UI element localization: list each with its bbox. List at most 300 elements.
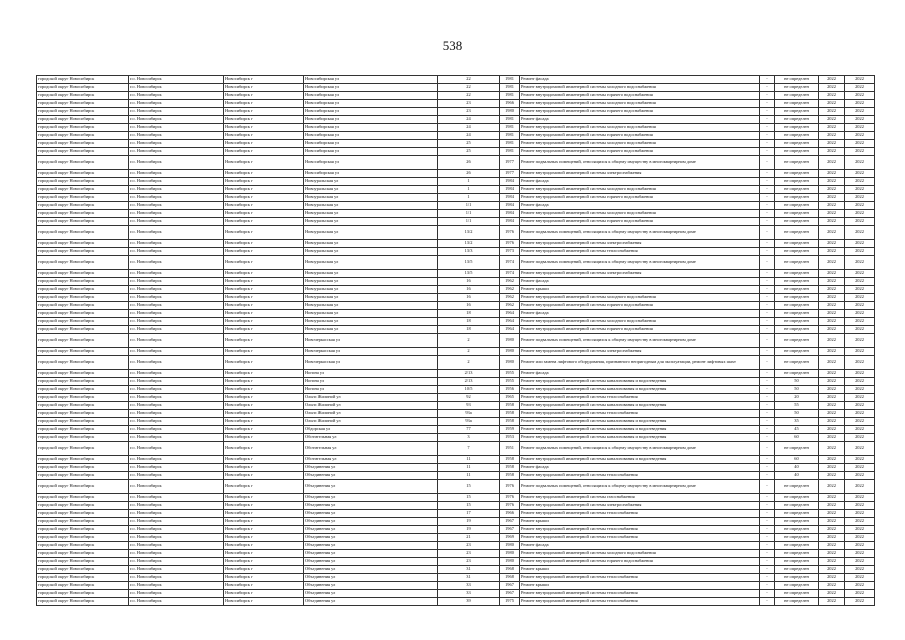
settlement-cell: г.о. Новосибирск [129,348,224,356]
year-start-cell: 2022 [819,356,845,370]
work-type-cell: Ремонт подвальных помещений, относящихся к общему имуществу в многоквартирном доме [520,156,760,170]
year-built-cell: 1967 [500,582,520,590]
city-cell: Новосибирск г [224,402,304,410]
volume-cell: - [760,286,775,294]
year-built-cell: 1959 [500,426,520,434]
settlement-cell: г.о. Новосибирск [129,210,224,218]
table-row [37,590,875,598]
table-row [37,278,875,286]
year-built-cell: 1984 [500,178,520,186]
street-cell: Ольги Жилиной ул [304,418,438,426]
table-row [37,170,875,178]
table-row [37,248,875,256]
volume-cell: - [760,210,775,218]
city-cell: Новосибирск г [224,456,304,464]
house-number-cell: 33 [438,582,500,590]
year-end-cell: 2022 [845,256,875,270]
work-type-cell: Ремонт подвальных помещений, относящихся к общему имуществу в многоквартирном доме [520,442,760,456]
work-type-cell: Ремонт подвальных помещений, относящихся к общему имуществу в многоквартирном доме [520,226,760,240]
settlement-cell: г.о. Новосибирск [129,510,224,518]
cost-cell: не определен [775,534,819,542]
work-type-cell: Ремонт крыши [520,286,760,294]
year-end-cell: 2022 [845,410,875,418]
city-cell: Новосибирск г [224,140,304,148]
year-start-cell: 2022 [819,140,845,148]
year-built-cell: 1976 [500,226,520,240]
house-number-cell: 39 [438,598,500,606]
street-cell: Новочеркасская ул [304,348,438,356]
municipality-cell: городской округ Новосибирск [37,558,129,566]
cost-cell: 35 [775,418,819,426]
work-type-cell: Ремонт внутридомовой инженерной системы холодного водоснабжения [520,294,760,302]
work-type-cell: Ремонт внутридомовой инженерной системы горячего водоснабжения [520,218,760,226]
cost-cell: не определен [775,76,819,84]
street-cell: Новоуральская ул [304,210,438,218]
city-cell: Новосибирск г [224,302,304,310]
year-start-cell: 2022 [819,92,845,100]
cost-cell: 50 [775,378,819,386]
street-cell: Ольги Жилиной ул [304,402,438,410]
street-cell: Новосибирская ул [304,148,438,156]
year-start-cell: 2022 [819,156,845,170]
cost-cell: не определен [775,526,819,534]
year-start-cell: 2022 [819,76,845,84]
municipality-cell: городской округ Новосибирск [37,590,129,598]
year-start-cell: 2022 [819,464,845,472]
municipality-cell: городской округ Новосибирск [37,426,129,434]
municipality-cell: городской округ Новосибирск [37,442,129,456]
year-built-cell: 1980 [500,348,520,356]
cost-cell: не определен [775,518,819,526]
cost-cell: 50 [775,410,819,418]
cost-cell: не определен [775,294,819,302]
city-cell: Новосибирск г [224,218,304,226]
municipality-cell: городской округ Новосибирск [37,278,129,286]
street-cell: Объединения ул [304,502,438,510]
work-type-cell: Ремонт фасада [520,310,760,318]
cost-cell: не определен [775,480,819,494]
cost-cell: не определен [775,170,819,178]
street-cell: Объединения ул [304,566,438,574]
house-number-cell: 1/1 [438,218,500,226]
settlement-cell: г.о. Новосибирск [129,464,224,472]
street-cell: Новоуральская ул [304,294,438,302]
work-type-cell: Ремонт внутридомовой инженерной системы канализования и водоотведения [520,426,760,434]
year-end-cell: 2022 [845,434,875,442]
year-start-cell: 2022 [819,550,845,558]
year-built-cell: 1975 [500,598,520,606]
volume-cell: - [760,310,775,318]
city-cell: Новосибирск г [224,510,304,518]
cost-cell: не определен [775,156,819,170]
year-built-cell: 1981 [500,116,520,124]
work-type-cell: Ремонт подвальных помещений, относящихся к общему имуществу в многоквартирном доме [520,334,760,348]
municipality-cell: городской округ Новосибирск [37,526,129,534]
work-type-cell: Ремонт фасада [520,278,760,286]
table-row [37,108,875,116]
cost-cell: не определен [775,318,819,326]
year-end-cell: 2022 [845,542,875,550]
year-built-cell: 1964 [500,326,520,334]
municipality-cell: городской округ Новосибирск [37,124,129,132]
year-end-cell: 2022 [845,194,875,202]
street-cell: Ногина ул [304,378,438,386]
repair-schedule-table [36,75,875,606]
house-number-cell: 1 [438,178,500,186]
volume-cell: - [760,542,775,550]
settlement-cell: г.о. Новосибирск [129,394,224,402]
settlement-cell: г.о. Новосибирск [129,542,224,550]
year-start-cell: 2022 [819,116,845,124]
year-end-cell: 2022 [845,286,875,294]
year-start-cell: 2022 [819,526,845,534]
year-built-cell: 1976 [500,502,520,510]
year-built-cell: 1984 [500,194,520,202]
year-end-cell: 2022 [845,334,875,348]
house-number-cell: 22 [438,76,500,84]
house-number-cell: 25 [438,140,500,148]
municipality-cell: городской округ Новосибирск [37,494,129,502]
settlement-cell: г.о. Новосибирск [129,108,224,116]
year-start-cell: 2022 [819,542,845,550]
work-type-cell: Ремонт внутридомовой инженерной системы холодного водоснабжения [520,100,760,108]
cost-cell: не определен [775,140,819,148]
table-row [37,84,875,92]
volume-cell: - [760,248,775,256]
year-start-cell: 2022 [819,202,845,210]
table-row [37,526,875,534]
year-built-cell: 1977 [500,156,520,170]
settlement-cell: г.о. Новосибирск [129,334,224,348]
municipality-cell: городской округ Новосибирск [37,226,129,240]
year-built-cell: 1981 [500,76,520,84]
city-cell: Новосибирск г [224,480,304,494]
table-row [37,100,875,108]
year-end-cell: 2022 [845,502,875,510]
year-start-cell: 2022 [819,442,845,456]
cost-cell: 40 [775,472,819,480]
street-cell: Объединения ул [304,598,438,606]
city-cell: Новосибирск г [224,442,304,456]
year-built-cell: 1955 [500,370,520,378]
year-start-cell: 2022 [819,582,845,590]
city-cell: Новосибирск г [224,526,304,534]
settlement-cell: г.о. Новосибирск [129,472,224,480]
house-number-cell: 15 [438,480,500,494]
year-end-cell: 2022 [845,218,875,226]
city-cell: Новосибирск г [224,326,304,334]
volume-cell: - [760,394,775,402]
year-built-cell: 1981 [500,132,520,140]
settlement-cell: г.о. Новосибирск [129,116,224,124]
work-type-cell: Ремонт внутридомовой инженерной системы холодного водоснабжения [520,550,760,558]
street-cell: Новоуральская ул [304,186,438,194]
city-cell: Новосибирск г [224,76,304,84]
year-built-cell: 1977 [500,170,520,178]
municipality-cell: городской округ Новосибирск [37,418,129,426]
house-number-cell: 31 [438,574,500,582]
house-number-cell: 1/1 [438,202,500,210]
municipality-cell: городской округ Новосибирск [37,464,129,472]
municipality-cell: городской округ Новосибирск [37,92,129,100]
settlement-cell: г.о. Новосибирск [129,434,224,442]
year-built-cell: 1981 [500,92,520,100]
table-row [37,318,875,326]
table-row [37,194,875,202]
cost-cell: не определен [775,348,819,356]
municipality-cell: городской округ Новосибирск [37,240,129,248]
year-start-cell: 2022 [819,124,845,132]
settlement-cell: г.о. Новосибирск [129,92,224,100]
work-type-cell: Ремонт подвальных помещений, относящихся к общему имуществу в многоквартирном доме [520,480,760,494]
city-cell: Новосибирск г [224,534,304,542]
street-cell: Новосибирская ул [304,156,438,170]
cost-cell: не определен [775,370,819,378]
year-start-cell: 2022 [819,394,845,402]
cost-cell: не определен [775,510,819,518]
settlement-cell: г.о. Новосибирск [129,456,224,464]
year-built-cell: 1976 [500,480,520,494]
work-type-cell: Ремонт внутридомовой инженерной системы канализования и водоотведения [520,456,760,464]
street-cell: Объединения ул [304,480,438,494]
settlement-cell: г.о. Новосибирск [129,76,224,84]
municipality-cell: городской округ Новосибирск [37,194,129,202]
settlement-cell: г.о. Новосибирск [129,256,224,270]
municipality-cell: городской округ Новосибирск [37,566,129,574]
volume-cell: - [760,590,775,598]
cost-cell: не определен [775,502,819,510]
house-number-cell: 93а [438,418,500,426]
year-end-cell: 2022 [845,148,875,156]
table-row [37,148,875,156]
municipality-cell: городской округ Новосибирск [37,480,129,494]
municipality-cell: городской округ Новосибирск [37,116,129,124]
table-row [37,178,875,186]
work-type-cell: Ремонт внутридомовой инженерной системы холодного водоснабжения [520,186,760,194]
cost-cell: не определен [775,310,819,318]
settlement-cell: г.о. Новосибирск [129,402,224,410]
year-built-cell: 1980 [500,542,520,550]
house-number-cell: 11 [438,464,500,472]
table-row [37,302,875,310]
house-number-cell: 24 [438,124,500,132]
street-cell: Новосибирская ул [304,116,438,124]
cost-cell: не определен [775,186,819,194]
city-cell: Новосибирск г [224,574,304,582]
settlement-cell: г.о. Новосибирск [129,318,224,326]
settlement-cell: г.о. Новосибирск [129,480,224,494]
settlement-cell: г.о. Новосибирск [129,590,224,598]
year-built-cell: 1966 [500,510,520,518]
volume-cell: - [760,426,775,434]
cost-cell: не определен [775,278,819,286]
year-start-cell: 2022 [819,534,845,542]
volume-cell: - [760,402,775,410]
house-number-cell: 2 [438,348,500,356]
city-cell: Новосибирск г [224,186,304,194]
municipality-cell: городской округ Новосибирск [37,286,129,294]
volume-cell: - [760,526,775,534]
work-type-cell: Ремонт фасада [520,202,760,210]
street-cell: Оботительная ул [304,456,438,464]
settlement-cell: г.о. Новосибирск [129,170,224,178]
street-cell: Новоуральская ул [304,194,438,202]
municipality-cell: городской округ Новосибирск [37,270,129,278]
table-row [37,226,875,240]
year-end-cell: 2022 [845,472,875,480]
house-number-cell: 3 [438,434,500,442]
year-end-cell: 2022 [845,270,875,278]
cost-cell: не определен [775,256,819,270]
volume-cell: - [760,92,775,100]
volume-cell: - [760,502,775,510]
work-type-cell: Ремонт фасада [520,464,760,472]
house-number-cell: 31 [438,566,500,574]
table-row [37,472,875,480]
cost-cell: 20 [775,394,819,402]
work-type-cell: Ремонт внутридомовой инженерной системы канализования и водоотведения [520,434,760,442]
work-type-cell: Ремонт внутридомовой инженерной системы канализования и водоотведения [520,402,760,410]
street-cell: Объединения ул [304,542,438,550]
table-row [37,378,875,386]
year-end-cell: 2022 [845,108,875,116]
table-row [37,510,875,518]
house-number-cell: 18 [438,326,500,334]
year-built-cell: 1984 [500,202,520,210]
year-built-cell: 1958 [500,402,520,410]
table-body [37,76,875,606]
table-row [37,558,875,566]
settlement-cell: г.о. Новосибирск [129,226,224,240]
table-row [37,210,875,218]
house-number-cell: 92 [438,394,500,402]
year-built-cell: 1984 [500,218,520,226]
table-row [37,116,875,124]
year-end-cell: 2022 [845,550,875,558]
table-row [37,310,875,318]
settlement-cell: г.о. Новосибирск [129,574,224,582]
settlement-cell: г.о. Новосибирск [129,356,224,370]
work-type-cell: Ремонт внутридомовой инженерной системы горячего водоснабжения [520,194,760,202]
year-start-cell: 2022 [819,558,845,566]
year-start-cell: 2022 [819,186,845,194]
municipality-cell: городской округ Новосибирск [37,550,129,558]
work-type-cell: Ремонт внутридомовой инженерной системы горячего водоснабжения [520,148,760,156]
municipality-cell: городской округ Новосибирск [37,84,129,92]
work-type-cell: Ремонт внутридомовой инженерной системы канализования и водоотведения [520,378,760,386]
volume-cell: - [760,494,775,502]
house-number-cell: 16 [438,286,500,294]
table-row [37,356,875,370]
house-number-cell: 24 [438,132,500,140]
volume-cell: - [760,302,775,310]
year-built-cell: 1962 [500,294,520,302]
volume-cell: - [760,550,775,558]
volume-cell: - [760,318,775,326]
year-start-cell: 2022 [819,348,845,356]
settlement-cell: г.о. Новосибирск [129,310,224,318]
year-built-cell: 1967 [500,526,520,534]
volume-cell: - [760,124,775,132]
work-type-cell: Ремонт внутридомовой инженерной системы горячего водоснабжения [520,558,760,566]
street-cell: Ольги Жилиной ул [304,410,438,418]
municipality-cell: городской округ Новосибирск [37,334,129,348]
settlement-cell: г.о. Новосибирск [129,140,224,148]
municipality-cell: городской округ Новосибирск [37,294,129,302]
work-type-cell: Ремонт внутридомовой инженерной системы электроснабжения [520,348,760,356]
street-cell: Оботительная ул [304,442,438,456]
year-end-cell: 2022 [845,178,875,186]
house-number-cell: 1 [438,194,500,202]
street-cell: Новосибирская ул [304,124,438,132]
year-start-cell: 2022 [819,132,845,140]
cost-cell: не определен [775,326,819,334]
settlement-cell: г.о. Новосибирск [129,240,224,248]
year-start-cell: 2022 [819,418,845,426]
cost-cell: 55 [775,402,819,410]
volume-cell: - [760,270,775,278]
cost-cell: не определен [775,124,819,132]
year-built-cell: 1956 [500,386,520,394]
house-number-cell: 22 [438,92,500,100]
city-cell: Новосибирск г [224,248,304,256]
city-cell: Новосибирск г [224,124,304,132]
volume-cell: - [760,442,775,456]
street-cell: Новосибирская ул [304,100,438,108]
year-end-cell: 2022 [845,84,875,92]
municipality-cell: городской округ Новосибирск [37,100,129,108]
work-type-cell: Ремонт внутридомовой инженерной системы горячего водоснабжения [520,302,760,310]
municipality-cell: городской округ Новосибирск [37,574,129,582]
volume-cell: - [760,132,775,140]
year-start-cell: 2022 [819,240,845,248]
cost-cell: не определен [775,550,819,558]
year-start-cell: 2022 [819,84,845,92]
municipality-cell: городской округ Новосибирск [37,210,129,218]
year-start-cell: 2022 [819,210,845,218]
municipality-cell: городской округ Новосибирск [37,326,129,334]
volume-cell: - [760,370,775,378]
city-cell: Новосибирск г [224,84,304,92]
table-row [37,410,875,418]
work-type-cell: Ремонт внутридомовой инженерной системы горячего водоснабжения [520,132,760,140]
work-type-cell: Ремонт внутридомовой инженерной системы холодного водоснабжения [520,318,760,326]
volume-cell: - [760,434,775,442]
work-type-cell: Ремонт внутридомовой инженерной системы горячего водоснабжения [520,326,760,334]
volume-cell: - [760,194,775,202]
year-end-cell: 2022 [845,356,875,370]
table-row [37,202,875,210]
year-built-cell: 1974 [500,256,520,270]
volume-cell: - [760,202,775,210]
volume-cell: - [760,574,775,582]
year-built-cell: 1962 [500,286,520,294]
settlement-cell: г.о. Новосибирск [129,378,224,386]
house-number-cell: 2 [438,356,500,370]
cost-cell: не определен [775,84,819,92]
year-start-cell: 2022 [819,426,845,434]
city-cell: Новосибирск г [224,202,304,210]
municipality-cell: городской округ Новосибирск [37,140,129,148]
table-row [37,76,875,84]
house-number-cell: 19 [438,526,500,534]
settlement-cell: г.о. Новосибирск [129,270,224,278]
municipality-cell: городской округ Новосибирск [37,256,129,270]
city-cell: Новосибирск г [224,210,304,218]
street-cell: Объединения ул [304,534,438,542]
cost-cell: не определен [775,218,819,226]
city-cell: Новосибирск г [224,434,304,442]
